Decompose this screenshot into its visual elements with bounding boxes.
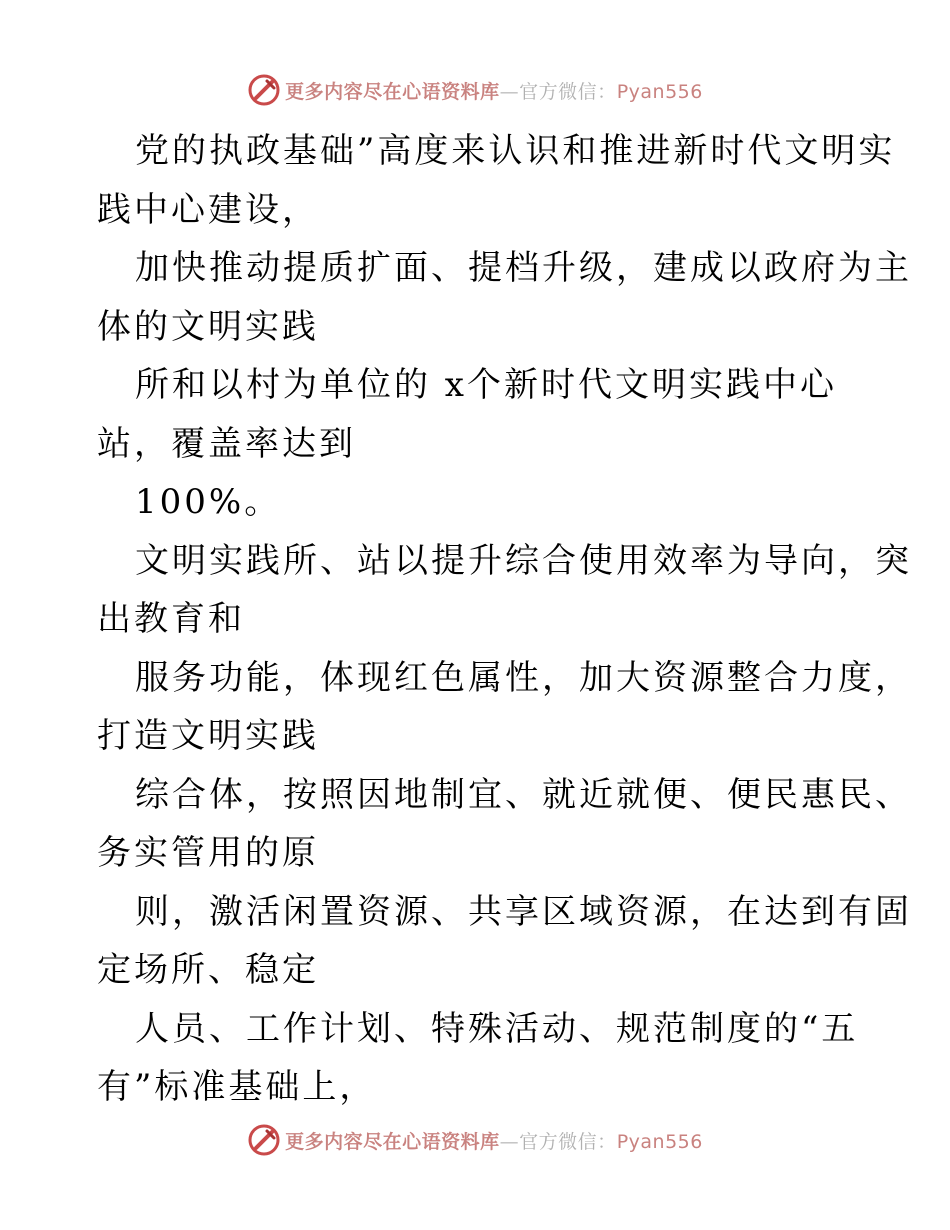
- banner-separator: —: [499, 1130, 520, 1153]
- paragraph: [97, 649, 912, 766]
- text-line: 100%。: [135, 482, 282, 522]
- text-line: 有”标准基础上，: [97, 1067, 377, 1107]
- paragraph: [97, 532, 912, 649]
- paragraph: [97, 766, 912, 883]
- text-line: 所和以村为单位的 x个新时代文明实践中心: [135, 365, 837, 405]
- text-line: 打造文明实践: [97, 716, 319, 756]
- document-body: [97, 122, 912, 1117]
- banner-wechat-id: Pyan556: [616, 80, 703, 103]
- text-line: 务实管用的原: [97, 833, 319, 873]
- paragraph: [97, 1000, 857, 1117]
- text-line: 加快推动提质扩面、提档升级，建成以政府为主: [135, 248, 912, 288]
- logo-icon: [247, 1123, 281, 1157]
- banner-brand: 更多内容尽在心语资料库: [285, 1130, 500, 1153]
- banner-wechat-label: 官方微信：: [519, 1130, 617, 1153]
- text-line: 定场所、稳定: [97, 950, 319, 990]
- text-line: 出教育和: [97, 599, 245, 639]
- text-line: 体的文明实践: [97, 306, 319, 347]
- paragraph: [97, 122, 896, 239]
- banner-brand: 更多内容尽在心语资料库: [285, 80, 500, 103]
- footer-banner: [0, 1120, 950, 1160]
- text-line: 服务功能，体现红色属性，加大资源整合力度，: [135, 657, 912, 698]
- banner-text: [285, 77, 703, 104]
- paragraph: [97, 883, 912, 1000]
- text-line: 践中心建设，: [97, 189, 319, 230]
- text-line: 站，覆盖率达到: [97, 423, 356, 464]
- banner-separator: —: [499, 80, 520, 103]
- text-line: 人员、工作计划、特殊活动、规范制度的“五: [135, 1008, 859, 1049]
- text-line: 综合体，按照因地制宜、就近就便、便民惠民、: [135, 774, 912, 815]
- paragraph: [97, 356, 857, 473]
- text-line: 文明实践所、站以提升综合使用效率为导向，突: [135, 540, 912, 581]
- banner-wechat-label: 官方微信：: [519, 80, 617, 103]
- banner-text: [285, 1127, 703, 1154]
- text-line: 党的执政基础”高度来认识和推进新时代文明实: [135, 131, 896, 171]
- banner-wechat-id: Pyan556: [616, 1130, 703, 1153]
- logo-icon: [247, 73, 281, 107]
- text-line: 则，激活闲置资源、共享区域资源，在达到有固: [135, 891, 912, 932]
- paragraph: [97, 239, 912, 356]
- paragraph: [97, 473, 857, 532]
- header-banner: [0, 70, 950, 110]
